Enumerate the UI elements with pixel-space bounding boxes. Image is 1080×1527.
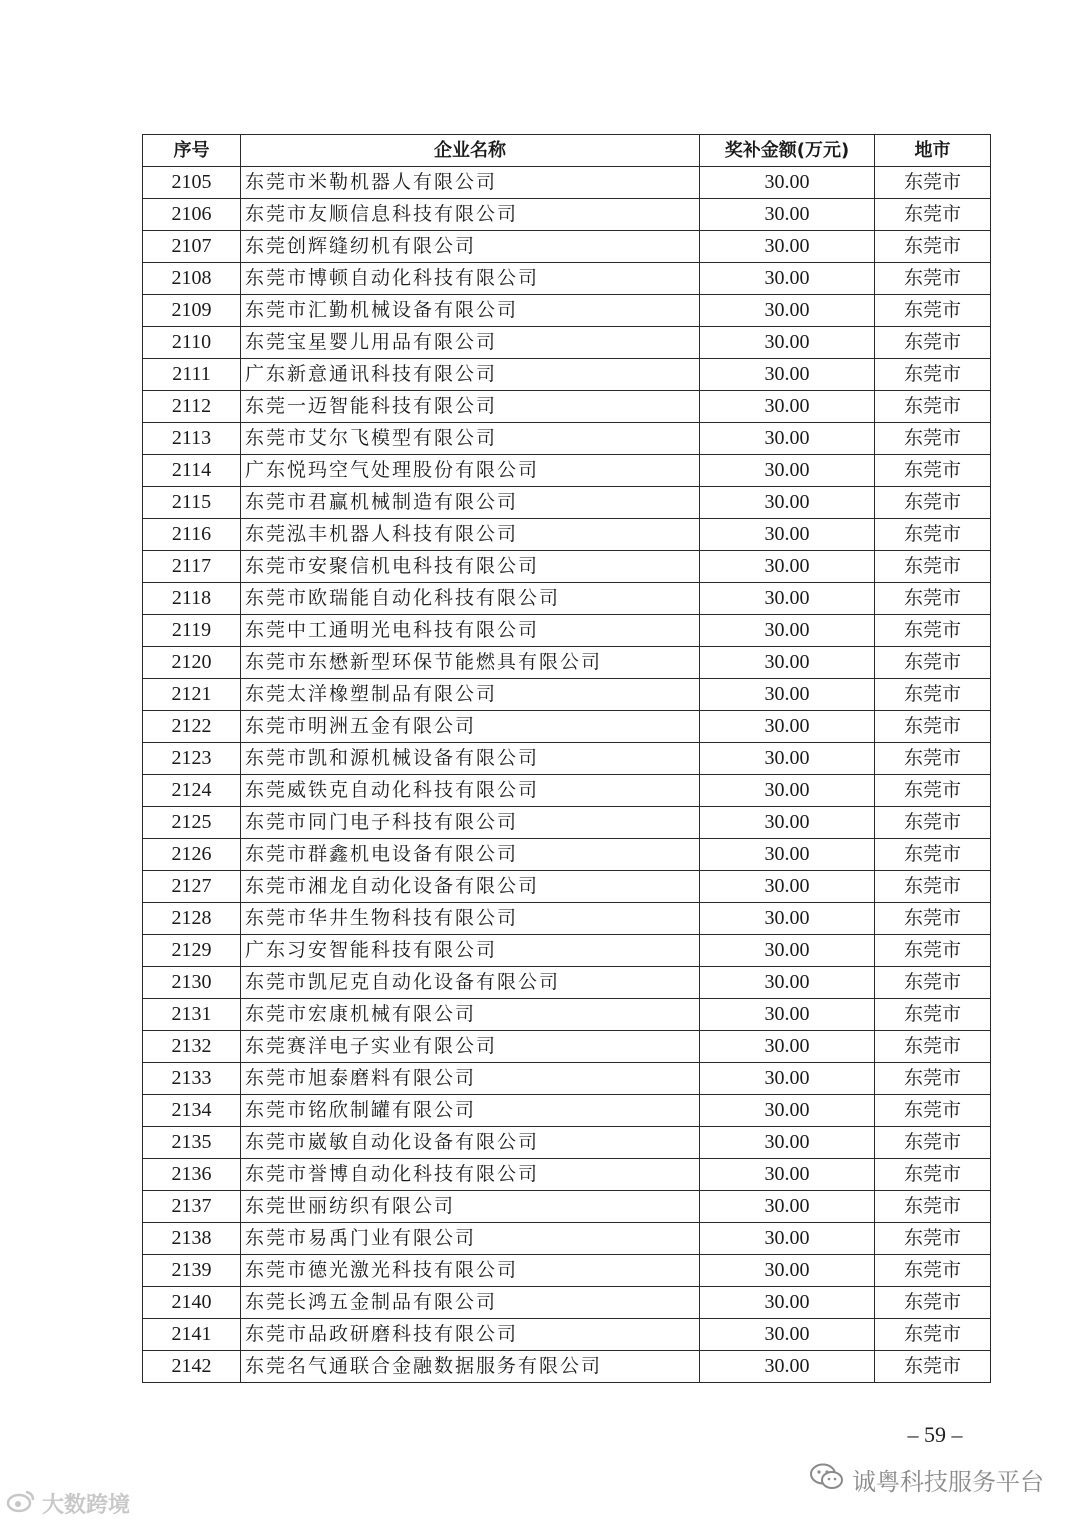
cell-company-name: 东莞赛洋电子实业有限公司: [241, 1031, 700, 1063]
cell-company-name: 东莞市华井生物科技有限公司: [241, 903, 700, 935]
cell-city: 东莞市: [875, 839, 991, 871]
cell-id: 2108: [143, 263, 241, 295]
cell-id: 2110: [143, 327, 241, 359]
table-row: [143, 711, 991, 743]
cell-id: 2105: [143, 167, 241, 199]
cell-city: 东莞市: [875, 711, 991, 743]
table-row: [143, 1191, 991, 1223]
cell-id: 2109: [143, 295, 241, 327]
cell-company-name: 东莞市德光激光科技有限公司: [241, 1255, 700, 1287]
table-row: [143, 1159, 991, 1191]
table-header-row: [143, 135, 991, 167]
cell-amount: 30.00: [700, 231, 875, 263]
header-amount: 奖补金额(万元): [700, 135, 875, 167]
table-row: [143, 263, 991, 295]
cell-company-name: 东莞长鸿五金制品有限公司: [241, 1287, 700, 1319]
table-row: [143, 935, 991, 967]
cell-amount: 30.00: [700, 295, 875, 327]
cell-amount: 30.00: [700, 679, 875, 711]
table-row: [143, 967, 991, 999]
table-body: [143, 167, 991, 1383]
cell-amount: 30.00: [700, 743, 875, 775]
cell-id: 2131: [143, 999, 241, 1031]
table-row: [143, 743, 991, 775]
cell-amount: 30.00: [700, 839, 875, 871]
cell-id: 2120: [143, 647, 241, 679]
cell-company-name: 东莞市湘龙自动化设备有限公司: [241, 871, 700, 903]
award-table: [142, 134, 991, 1383]
cell-city: 东莞市: [875, 871, 991, 903]
cell-amount: 30.00: [700, 1063, 875, 1095]
cell-id: 2127: [143, 871, 241, 903]
table-row: [143, 775, 991, 807]
cell-city: 东莞市: [875, 359, 991, 391]
brand-watermark-text: 大数跨境: [42, 1493, 131, 1518]
cell-amount: 30.00: [700, 167, 875, 199]
cell-city: 东莞市: [875, 1287, 991, 1319]
cell-city: 东莞市: [875, 231, 991, 263]
cell-id: 2118: [143, 583, 241, 615]
cell-company-name: 东莞市米勒机器人有限公司: [241, 167, 700, 199]
cell-amount: 30.00: [700, 871, 875, 903]
cell-company-name: 东莞市欧瑞能自动化科技有限公司: [241, 583, 700, 615]
cell-city: 东莞市: [875, 1223, 991, 1255]
header-city: 地市: [875, 135, 991, 167]
cell-city: 东莞市: [875, 327, 991, 359]
cell-company-name: 东莞市群鑫机电设备有限公司: [241, 839, 700, 871]
cell-company-name: 东莞世丽纺织有限公司: [241, 1191, 700, 1223]
cell-city: 东莞市: [875, 615, 991, 647]
cell-amount: 30.00: [700, 615, 875, 647]
cell-id: 2112: [143, 391, 241, 423]
cell-city: 东莞市: [875, 807, 991, 839]
cell-id: 2140: [143, 1287, 241, 1319]
cell-company-name: 东莞市铭欣制罐有限公司: [241, 1095, 700, 1127]
cell-city: 东莞市: [875, 263, 991, 295]
cell-id: 2116: [143, 519, 241, 551]
cell-amount: 30.00: [700, 1159, 875, 1191]
cell-id: 2130: [143, 967, 241, 999]
cell-city: 东莞市: [875, 647, 991, 679]
cell-company-name: 东莞市君赢机械制造有限公司: [241, 487, 700, 519]
cell-city: 东莞市: [875, 903, 991, 935]
cell-amount: 30.00: [700, 1223, 875, 1255]
cell-city: 东莞市: [875, 199, 991, 231]
cell-amount: 30.00: [700, 935, 875, 967]
cell-company-name: 东莞一迈智能科技有限公司: [241, 391, 700, 423]
cell-amount: 30.00: [700, 1351, 875, 1383]
table-row: [143, 999, 991, 1031]
cell-amount: 30.00: [700, 903, 875, 935]
cell-amount: 30.00: [700, 455, 875, 487]
table-row: [143, 455, 991, 487]
cell-amount: 30.00: [700, 519, 875, 551]
cell-company-name: 东莞市旭泰磨料有限公司: [241, 1063, 700, 1095]
cell-id: 2124: [143, 775, 241, 807]
header-company-name: 企业名称: [241, 135, 700, 167]
wechat-account-name: 诚粤科技服务平台: [852, 1468, 1044, 1496]
cell-id: 2141: [143, 1319, 241, 1351]
cell-company-name: 东莞市艾尔飞模型有限公司: [241, 423, 700, 455]
cell-city: 东莞市: [875, 295, 991, 327]
cell-amount: 30.00: [700, 967, 875, 999]
cell-city: 东莞市: [875, 967, 991, 999]
cell-amount: 30.00: [700, 1255, 875, 1287]
wechat-watermark: [810, 1462, 1044, 1497]
table-row: [143, 487, 991, 519]
table-row: [143, 1287, 991, 1319]
cell-amount: 30.00: [700, 199, 875, 231]
wechat-icon: [810, 1463, 844, 1497]
table-row: [143, 1095, 991, 1127]
cell-amount: 30.00: [700, 1127, 875, 1159]
header-id: 序号: [143, 135, 241, 167]
cell-amount: 30.00: [700, 583, 875, 615]
table-row: [143, 295, 991, 327]
cell-company-name: 东莞市安聚信机电科技有限公司: [241, 551, 700, 583]
table-row: [143, 1319, 991, 1351]
cell-city: 东莞市: [875, 1351, 991, 1383]
cell-company-name: 东莞创辉缝纫机有限公司: [241, 231, 700, 263]
cell-company-name: 东莞市友顺信息科技有限公司: [241, 199, 700, 231]
cell-id: 2111: [143, 359, 241, 391]
cell-id: 2113: [143, 423, 241, 455]
cell-city: 东莞市: [875, 391, 991, 423]
cell-city: 东莞市: [875, 1127, 991, 1159]
cell-company-name: 东莞市崴敏自动化设备有限公司: [241, 1127, 700, 1159]
cell-id: 2117: [143, 551, 241, 583]
cell-city: 东莞市: [875, 551, 991, 583]
table-row: [143, 647, 991, 679]
cell-id: 2135: [143, 1127, 241, 1159]
cell-amount: 30.00: [700, 647, 875, 679]
cell-id: 2134: [143, 1095, 241, 1127]
cell-city: 东莞市: [875, 487, 991, 519]
cell-city: 东莞市: [875, 1063, 991, 1095]
cell-amount: 30.00: [700, 423, 875, 455]
cell-company-name: 东莞市汇勤机械设备有限公司: [241, 295, 700, 327]
cell-amount: 30.00: [700, 551, 875, 583]
table-row: [143, 583, 991, 615]
cell-company-name: 东莞市品政研磨科技有限公司: [241, 1319, 700, 1351]
cell-city: 东莞市: [875, 519, 991, 551]
table-row: [143, 839, 991, 871]
cell-id: 2106: [143, 199, 241, 231]
cell-amount: 30.00: [700, 1191, 875, 1223]
cell-city: 东莞市: [875, 999, 991, 1031]
cell-amount: 30.00: [700, 1287, 875, 1319]
weibo-icon: [6, 1489, 36, 1519]
page-number: – 59 –: [907, 1422, 963, 1447]
cell-id: 2126: [143, 839, 241, 871]
cell-city: 东莞市: [875, 1319, 991, 1351]
table-row: [143, 327, 991, 359]
cell-city: 东莞市: [875, 167, 991, 199]
cell-id: 2114: [143, 455, 241, 487]
cell-company-name: 东莞市誉博自动化科技有限公司: [241, 1159, 700, 1191]
cell-id: 2123: [143, 743, 241, 775]
table-row: [143, 679, 991, 711]
cell-amount: 30.00: [700, 327, 875, 359]
cell-city: 东莞市: [875, 455, 991, 487]
table-row: [143, 807, 991, 839]
table-row: [143, 199, 991, 231]
table-row: [143, 1127, 991, 1159]
table-row: [143, 871, 991, 903]
cell-company-name: 东莞宝星婴儿用品有限公司: [241, 327, 700, 359]
cell-city: 东莞市: [875, 1255, 991, 1287]
table-row: [143, 519, 991, 551]
cell-id: 2122: [143, 711, 241, 743]
cell-id: 2119: [143, 615, 241, 647]
cell-id: 2129: [143, 935, 241, 967]
cell-company-name: 广东习安智能科技有限公司: [241, 935, 700, 967]
cell-company-name: 东莞太洋橡塑制品有限公司: [241, 679, 700, 711]
cell-amount: 30.00: [700, 359, 875, 391]
table-row: [143, 1351, 991, 1383]
cell-city: 东莞市: [875, 679, 991, 711]
cell-amount: 30.00: [700, 487, 875, 519]
cell-city: 东莞市: [875, 775, 991, 807]
cell-id: 2125: [143, 807, 241, 839]
cell-id: 2107: [143, 231, 241, 263]
table-row: [143, 1031, 991, 1063]
cell-id: 2133: [143, 1063, 241, 1095]
table-row: [143, 1255, 991, 1287]
table-row: [143, 551, 991, 583]
cell-id: 2132: [143, 1031, 241, 1063]
cell-company-name: 东莞中工通明光电科技有限公司: [241, 615, 700, 647]
cell-id: 2128: [143, 903, 241, 935]
table-row: [143, 391, 991, 423]
cell-amount: 30.00: [700, 807, 875, 839]
cell-company-name: 东莞泓丰机器人科技有限公司: [241, 519, 700, 551]
cell-city: 东莞市: [875, 1095, 991, 1127]
cell-company-name: 东莞威铁克自动化科技有限公司: [241, 775, 700, 807]
cell-id: 2137: [143, 1191, 241, 1223]
cell-id: 2121: [143, 679, 241, 711]
cell-id: 2136: [143, 1159, 241, 1191]
cell-amount: 30.00: [700, 391, 875, 423]
table-row: [143, 903, 991, 935]
cell-company-name: 东莞市易禹门业有限公司: [241, 1223, 700, 1255]
cell-city: 东莞市: [875, 1031, 991, 1063]
table-row: [143, 1223, 991, 1255]
cell-amount: 30.00: [700, 711, 875, 743]
cell-company-name: 广东新意通讯科技有限公司: [241, 359, 700, 391]
cell-city: 东莞市: [875, 423, 991, 455]
table-row: [143, 423, 991, 455]
cell-company-name: 东莞市同门电子科技有限公司: [241, 807, 700, 839]
cell-id: 2138: [143, 1223, 241, 1255]
cell-amount: 30.00: [700, 263, 875, 295]
cell-company-name: 东莞市明洲五金有限公司: [241, 711, 700, 743]
cell-city: 东莞市: [875, 1159, 991, 1191]
cell-id: 2139: [143, 1255, 241, 1287]
brand-watermark: [6, 1488, 130, 1519]
table-row: [143, 615, 991, 647]
cell-company-name: 东莞名气通联合金融数据服务有限公司: [241, 1351, 700, 1383]
cell-amount: 30.00: [700, 1095, 875, 1127]
table-row: [143, 231, 991, 263]
cell-company-name: 广东悦玛空气处理股份有限公司: [241, 455, 700, 487]
cell-city: 东莞市: [875, 1191, 991, 1223]
cell-company-name: 东莞市宏康机械有限公司: [241, 999, 700, 1031]
cell-city: 东莞市: [875, 583, 991, 615]
table-row: [143, 167, 991, 199]
cell-company-name: 东莞市凯和源机械设备有限公司: [241, 743, 700, 775]
cell-city: 东莞市: [875, 743, 991, 775]
cell-id: 2142: [143, 1351, 241, 1383]
cell-company-name: 东莞市博顿自动化科技有限公司: [241, 263, 700, 295]
cell-amount: 30.00: [700, 775, 875, 807]
cell-city: 东莞市: [875, 935, 991, 967]
table-row: [143, 359, 991, 391]
cell-company-name: 东莞市东懋新型环保节能燃具有限公司: [241, 647, 700, 679]
table-row: [143, 1063, 991, 1095]
cell-amount: 30.00: [700, 1319, 875, 1351]
cell-company-name: 东莞市凯尼克自动化设备有限公司: [241, 967, 700, 999]
cell-amount: 30.00: [700, 1031, 875, 1063]
cell-amount: 30.00: [700, 999, 875, 1031]
cell-id: 2115: [143, 487, 241, 519]
